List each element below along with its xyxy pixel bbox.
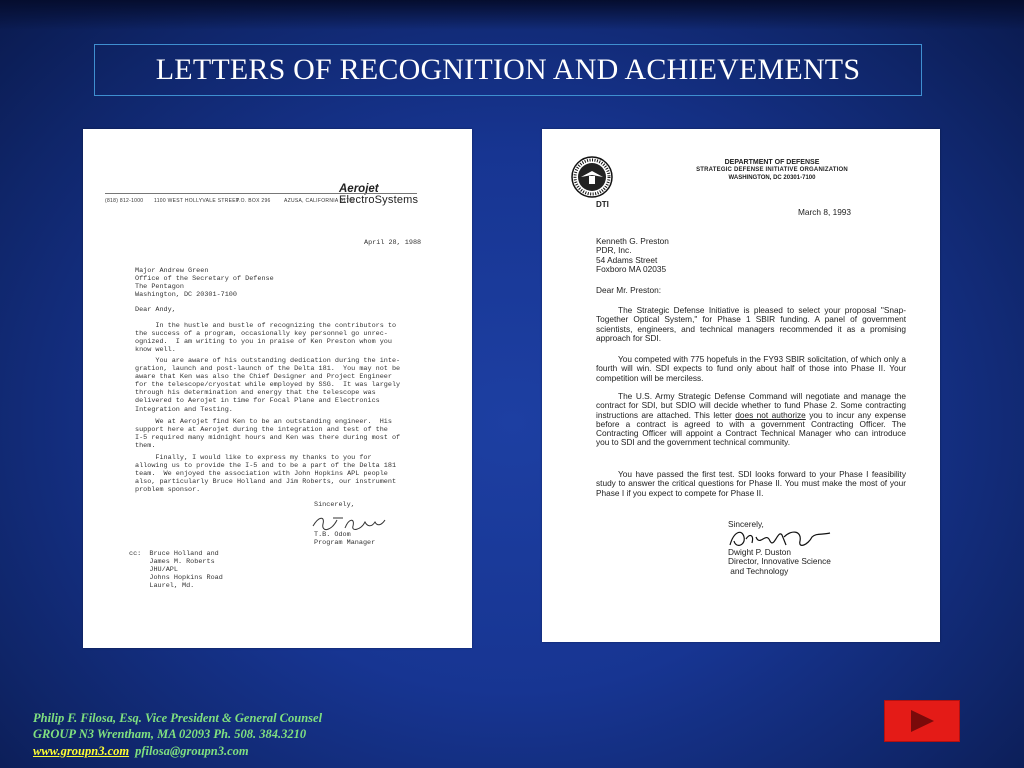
letter-paragraph: The Strategic Defense Initiative is pleased to select your proposal "Snap-Together Optical System," for Phase 1 SBIR funding. A panel of government scientists, engineers, and technical managers recommended it as a promising approach for SDI. (596, 305, 906, 343)
top-band (0, 0, 1024, 30)
website-link[interactable]: www.groupn3.com (33, 743, 130, 758)
letter-signer: Dwight P. Duston Director, Innovative Science and Technology (728, 547, 831, 576)
email-address: pfilosa@groupn3.com (135, 743, 249, 758)
letter-closing: Sincerely, (314, 501, 355, 509)
aerojet-letter-image (83, 129, 472, 648)
letter-date: April 28, 1988 (364, 239, 422, 247)
letterhead-city: AZUSA, CALIFORNIA 91702 (284, 198, 356, 204)
letterhead-street: 1100 WEST HOLLYVALE STREET (154, 198, 240, 204)
letterhead-phone: (818) 812-1000 (105, 198, 144, 204)
next-slide-button[interactable] (884, 700, 960, 742)
office-code: DTI (596, 200, 609, 209)
dod-header-department: DEPARTMENT OF DEFENSE (724, 159, 820, 166)
dod-seal-icon (571, 156, 613, 198)
footer-company-address: GROUP N3 Wrentham, MA 02093 Ph. 508. 384.3210 (33, 727, 307, 742)
letter-signer: T.B. Odom Program Manager (314, 531, 376, 548)
letterhead-pobox: P.O. BOX 296 (236, 198, 271, 204)
letter-paragraph: Finally, I would like to express my thanks to you for allowing us to provide the I-5 and to be a part of the Delta 181 team. We enjoyed the association with John Hopkins APL people also, particularly Bruce Holland and Jim Roberts, our instrument problem sponsor. (135, 454, 397, 495)
letter-date: March 8, 1993 (798, 207, 852, 217)
letter-salutation: Dear Mr. Preston: (596, 285, 662, 295)
letter-paragraph (596, 392, 906, 448)
letterhead-rule (105, 193, 417, 194)
slide-title: LETTERS OF RECOGNITION AND ACHIEVEMENTS (155, 53, 861, 86)
letter-paragraph: In the hustle and bustle of recognizing the contributors to the success of a program, occasionally key personnel go unrec- ognized. I am writing to you in praise of Ken Preston whom you know well. (135, 322, 397, 355)
footer-contact (33, 710, 322, 759)
letter-recipient: Major Andrew Green Office of the Secretary of Defense The Pentagon Washington, DC 20301-7100 (135, 267, 274, 300)
footer-links (33, 743, 322, 759)
letter-cc: cc: Bruce Holland and James M. Roberts JHU/APL Johns Hopkins Road Laurel, Md. (129, 550, 223, 591)
play-triangle-icon (909, 709, 935, 733)
letter-salutation: Dear Andy, (135, 306, 176, 314)
aerojet-logo-line1: Aerojet (339, 183, 379, 195)
paragraph-text: you to incur any expense before a contract is agreed to with a government Contracting Officer. The Contracting Officer will appoint a Contract Technical Manager who can introduce you to SDI and the government technical community. (596, 409, 906, 448)
letter-recipient: Kenneth G. Preston PDR, Inc. 54 Adams Street Foxboro MA 02035 (596, 236, 669, 274)
letter-paragraph: You have passed the first test. SDI looks forward to your Phase I feasibility study to answer the critical questions for Phase II. You must make the most of your Phase I if you expect to compete for Phase II. (596, 469, 906, 498)
letter-paragraph: We at Aerojet find Ken to be an outstanding engineer. His support here at Aerojet during the integration and test of the I-5 required many midnight hours and Ken was there during most of them. (135, 418, 401, 451)
dod-letter-image (542, 129, 940, 642)
letter-paragraph: You are aware of his outstanding dedication during the inte- gration, launch and post-launch of the Delta 181. You may not be aware that Ken was also the Chief Designer and Project Engineer for the telescope/cryostat while employed by SSG. It was largely through his determination and energy that the telescope was delivered to Aerojet in time for Focal Plane and Electronics Integration and Testing. (135, 357, 401, 414)
dod-header-address: WASHINGTON, DC 20301-7100 (728, 175, 816, 181)
title-box (94, 44, 922, 96)
dod-header-organization: STRATEGIC DEFENSE INITIATIVE ORGANIZATION (696, 167, 848, 173)
aerojet-logo-line2: ElectroSystems (339, 194, 419, 206)
paragraph-text: The U.S. Army Strategic Defense Command will negotiate and manage the contract for SDI, but SDIO will decide whether to fund Phase 2. Some contracting instructions are attached. This letter (596, 391, 906, 420)
letter-closing: Sincerely, (728, 519, 764, 529)
footer-name-title: Philip F. Filosa, Esq. Vice President & General Counsel (33, 711, 323, 725)
letter-paragraph: You competed with 775 hopefuls in the FY93 SBIR solicitation, of which only a fourth will win. SDI expects to fund only about half of those into Phase II. Your competition will be merciless. (596, 354, 906, 383)
emphasis-text: does not authorize (735, 409, 806, 420)
